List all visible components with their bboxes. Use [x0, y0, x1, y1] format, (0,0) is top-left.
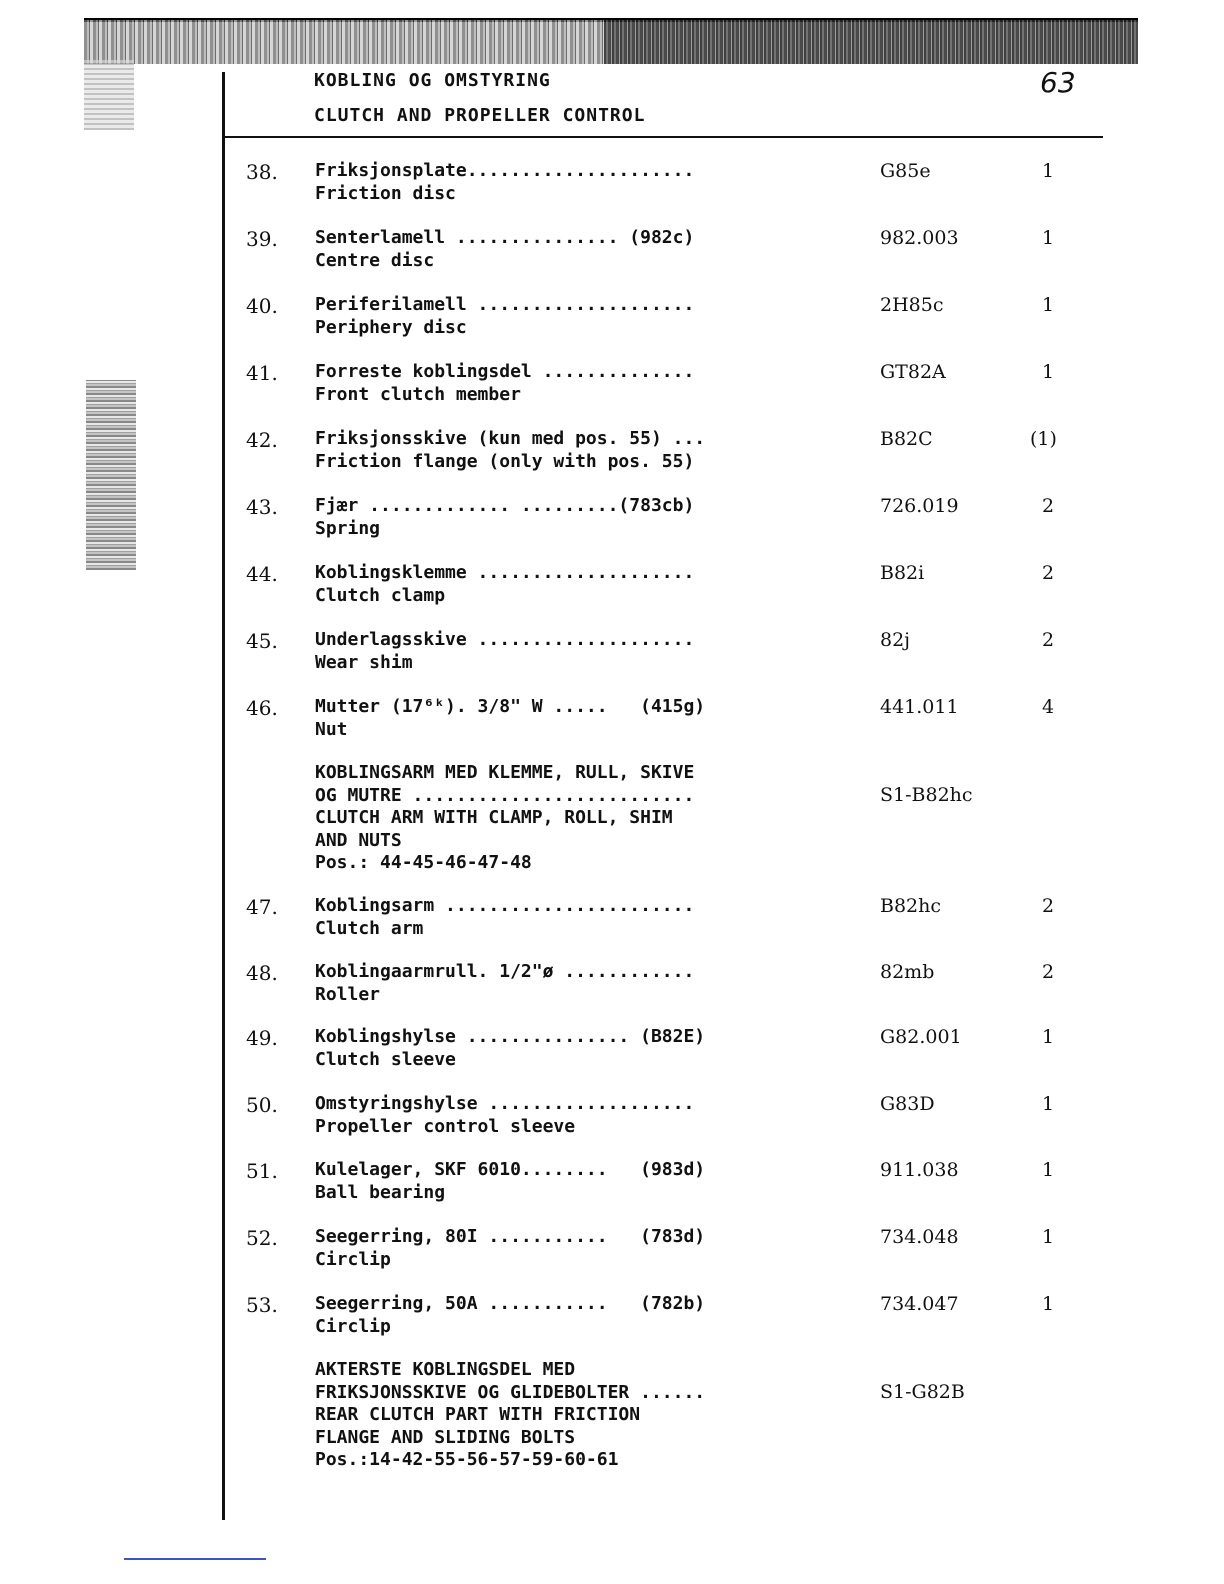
description-line: Koblingsarm ....................... [315, 895, 695, 916]
description-line: Omstyringshylse ................... [315, 1093, 695, 1114]
description-line: Clutch clamp [315, 584, 446, 606]
description-line: FLANGE AND SLIDING BOLTS [315, 1426, 576, 1448]
description-line: REAR CLUTCH PART WITH FRICTION [315, 1404, 641, 1425]
quantity: 2 [1042, 895, 1055, 917]
description-line: Forreste koblingsdel .............. [315, 361, 695, 382]
description-line: Ball bearing [315, 1181, 446, 1203]
description-line: Koblingshylse ............... (B82E) [315, 1026, 706, 1047]
description-line: Senterlamell ............... (982c) [315, 227, 695, 248]
position-number: 47. [246, 895, 278, 919]
part-description [315, 961, 815, 1006]
part-number: B82hc [880, 895, 942, 917]
description-line: Seegerring, 80I ........... (783d) [315, 1226, 706, 1247]
part-number: G82.001 [880, 1026, 962, 1048]
position-number: 48. [246, 961, 278, 985]
scan-noise-band-right [604, 20, 1138, 64]
description-line: AND NUTS [315, 829, 402, 851]
quantity: 2 [1042, 629, 1055, 651]
part-number: B82C [880, 428, 933, 450]
quantity: 1 [1042, 1226, 1055, 1248]
part-description [315, 227, 815, 272]
part-number: 982.003 [880, 227, 959, 249]
part-number: 2H85c [880, 294, 944, 316]
part-number: GT82A [880, 361, 946, 383]
quantity: 1 [1042, 227, 1055, 249]
scan-noise-band-left [84, 20, 604, 64]
part-number: 82mb [880, 961, 935, 983]
description-line: Friksjonsskive (kun med pos. 55) ... [315, 428, 706, 449]
part-description [315, 762, 815, 875]
description-line: Front clutch member [315, 383, 521, 405]
description-line: Friction disc [315, 182, 456, 204]
part-description [315, 160, 815, 205]
header-rule [222, 136, 1103, 138]
footer-rule [124, 1558, 266, 1560]
description-line: Wear shim [315, 651, 413, 673]
position-number: 39. [246, 227, 278, 251]
position-number: 38. [246, 160, 278, 184]
part-description [315, 1293, 815, 1338]
position-number: 40. [246, 294, 278, 318]
description-line: Friction flange (only with pos. 55) [315, 450, 695, 472]
position-number: 44. [246, 562, 278, 586]
part-description [315, 428, 815, 473]
quantity: 1 [1042, 1026, 1055, 1048]
section-title-norwegian: KOBLING OG OMSTYRING [314, 70, 551, 91]
section-title-english: CLUTCH AND PROPELLER CONTROL [314, 105, 646, 126]
position-number: 49. [246, 1026, 278, 1050]
scan-margin-noise-top [84, 60, 134, 130]
position-number: 53. [246, 1293, 278, 1317]
position-number: 51. [246, 1159, 278, 1183]
description-line: Pos.: 44-45-46-47-48 [315, 852, 532, 873]
quantity: 1 [1042, 361, 1055, 383]
part-number: 82j [880, 629, 911, 651]
description-line: Mutter (17⁶ᵏ). 3/8" W ..... (415g) [315, 696, 706, 717]
description-line: Pos.:14-42-55-56-57-59-60-61 [315, 1449, 619, 1470]
part-number: 726.019 [880, 495, 959, 517]
part-description [315, 696, 815, 741]
part-number: S1-B82hc [880, 784, 973, 806]
part-number: G83D [880, 1093, 935, 1115]
quantity: 2 [1042, 495, 1055, 517]
description-line: Roller [315, 983, 381, 1005]
scan-margin-noise [86, 380, 136, 570]
part-description [315, 1159, 815, 1204]
left-rule [222, 72, 225, 1520]
description-line: Centre disc [315, 249, 435, 271]
position-number: 45. [246, 629, 278, 653]
part-number: 911.038 [880, 1159, 959, 1181]
description-line: Spring [315, 517, 381, 539]
description-line: AKTERSTE KOBLINGSDEL MED [315, 1359, 576, 1380]
part-description [315, 1226, 815, 1271]
description-line: Friksjonsplate..................... [315, 160, 695, 181]
quantity: 1 [1042, 1159, 1055, 1181]
quantity: (1) [1030, 428, 1057, 450]
description-line: KOBLINGSARM MED KLEMME, RULL, SKIVE [315, 762, 695, 783]
part-description [315, 1359, 815, 1472]
description-line: Periphery disc [315, 316, 467, 338]
quantity: 1 [1042, 1093, 1055, 1115]
description-line: Circlip [315, 1315, 391, 1337]
description-line: FRIKSJONSSKIVE OG GLIDEBOLTER ...... [315, 1381, 706, 1403]
page-number: 63 [1040, 66, 1076, 99]
position-number: 41. [246, 361, 278, 385]
position-number: 43. [246, 495, 278, 519]
position-number: 50. [246, 1093, 278, 1117]
position-number: 46. [246, 696, 278, 720]
quantity: 1 [1042, 1293, 1055, 1315]
position-number: 52. [246, 1226, 278, 1250]
part-description [315, 1026, 815, 1071]
description-line: Kulelager, SKF 6010........ (983d) [315, 1159, 706, 1180]
description-line: Clutch arm [315, 917, 424, 939]
part-number: 734.048 [880, 1226, 959, 1248]
part-description [315, 361, 815, 406]
part-description [315, 562, 815, 607]
description-line: OG MUTRE .......................... [315, 784, 695, 806]
quantity: 1 [1042, 160, 1055, 182]
part-description [315, 629, 815, 674]
part-number: G85e [880, 160, 931, 182]
description-line: Nut [315, 718, 348, 740]
description-line: Clutch sleeve [315, 1048, 456, 1070]
description-line: CLUTCH ARM WITH CLAMP, ROLL, SHIM [315, 807, 673, 828]
part-number: 441.011 [880, 696, 959, 718]
description-line: Periferilamell .................... [315, 294, 695, 315]
description-line: Underlagsskive .................... [315, 629, 695, 650]
position-number: 42. [246, 428, 278, 452]
quantity: 4 [1042, 696, 1055, 718]
quantity: 2 [1042, 562, 1055, 584]
part-number: S1-G82B [880, 1381, 965, 1403]
part-description [315, 1093, 815, 1138]
description-line: Koblingaarmrull. 1/2"ø ............ [315, 961, 695, 982]
description-line: Circlip [315, 1248, 391, 1270]
part-description [315, 495, 815, 540]
part-number: B82i [880, 562, 925, 584]
part-description [315, 895, 815, 940]
description-line: Seegerring, 50A ........... (782b) [315, 1293, 706, 1314]
description-line: Fjær ............. .........(783cb) [315, 495, 695, 516]
quantity: 2 [1042, 961, 1055, 983]
quantity: 1 [1042, 294, 1055, 316]
part-number: 734.047 [880, 1293, 959, 1315]
description-line: Koblingsklemme .................... [315, 562, 695, 583]
description-line: Propeller control sleeve [315, 1115, 576, 1137]
part-description [315, 294, 815, 339]
